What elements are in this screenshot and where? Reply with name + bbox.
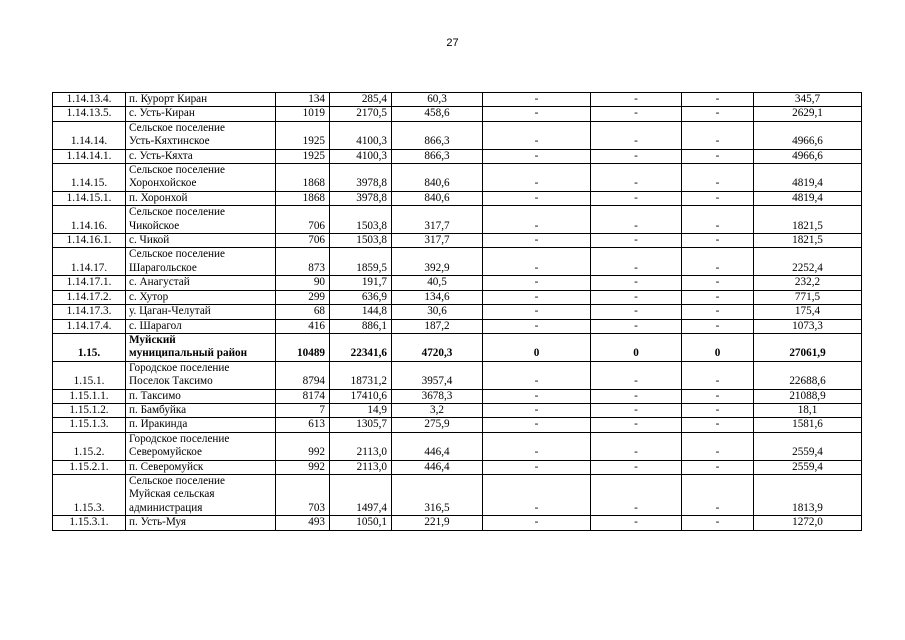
cell-row-name: Городское поселение Северомуйское (126, 432, 276, 460)
cell-value-e: - (682, 474, 754, 515)
cell-value-b: 866,3 (392, 121, 483, 149)
cell-row-code: 1.14.14.1. (53, 149, 126, 163)
table-row (53, 248, 862, 276)
cell-value-e: - (682, 107, 754, 121)
cell-row-name: с. Усть-Киран (126, 107, 276, 121)
cell-value-e: - (682, 319, 754, 333)
cell-value-c: - (483, 361, 591, 389)
cell-value-a: 3978,8 (330, 164, 392, 192)
cell-population: 613 (276, 418, 330, 432)
cell-row-total: 4819,4 (754, 164, 862, 192)
cell-value-b: 317,7 (392, 206, 483, 234)
cell-value-e: - (682, 191, 754, 205)
cell-value-b: 866,3 (392, 149, 483, 163)
cell-value-b: 134,6 (392, 290, 483, 304)
cell-row-code: 1.14.14. (53, 121, 126, 149)
cell-value-e: - (682, 389, 754, 403)
cell-value-c: - (483, 93, 591, 107)
cell-value-a: 17410,6 (330, 389, 392, 403)
cell-value-c: - (483, 403, 591, 417)
cell-row-name: с. Анагустай (126, 276, 276, 290)
cell-row-total: 232,2 (754, 276, 862, 290)
cell-row-name: с. Шарагол (126, 319, 276, 333)
cell-value-d: - (591, 149, 682, 163)
cell-value-b: 40,5 (392, 276, 483, 290)
cell-row-name: с. Чикой (126, 234, 276, 248)
cell-row-name: с. Хутор (126, 290, 276, 304)
cell-value-b: 316,5 (392, 474, 483, 515)
cell-population: 299 (276, 290, 330, 304)
cell-row-code: 1.14.13.5. (53, 107, 126, 121)
cell-value-d: - (591, 276, 682, 290)
table-row (53, 93, 862, 107)
cell-row-name: п. Усть-Муя (126, 516, 276, 530)
cell-row-code: 1.14.16. (53, 206, 126, 234)
table-row (53, 474, 862, 515)
table-row (53, 460, 862, 474)
cell-population: 1868 (276, 191, 330, 205)
cell-value-b: 3,2 (392, 403, 483, 417)
cell-value-e: - (682, 149, 754, 163)
cell-row-code: 1.15.3. (53, 474, 126, 515)
table-row (53, 432, 862, 460)
cell-value-e: - (682, 516, 754, 530)
cell-row-code: 1.14.16.1. (53, 234, 126, 248)
cell-value-d: - (591, 389, 682, 403)
cell-value-a: 285,4 (330, 93, 392, 107)
cell-value-e: - (682, 418, 754, 432)
cell-value-a: 1859,5 (330, 248, 392, 276)
table-row (53, 516, 862, 530)
cell-value-b: 30,6 (392, 305, 483, 319)
cell-value-b: 446,4 (392, 432, 483, 460)
cell-value-e: 0 (682, 333, 754, 361)
cell-population: 7 (276, 403, 330, 417)
cell-row-name: с. Усть-Кяхта (126, 149, 276, 163)
cell-value-e: - (682, 206, 754, 234)
cell-value-c: - (483, 305, 591, 319)
table-row (53, 319, 862, 333)
cell-row-total: 1272,0 (754, 516, 862, 530)
cell-value-e: - (682, 403, 754, 417)
cell-value-c: - (483, 164, 591, 192)
cell-row-code: 1.15.3.1. (53, 516, 126, 530)
cell-value-c: - (483, 418, 591, 432)
cell-value-b: 392,9 (392, 248, 483, 276)
cell-value-a: 1503,8 (330, 206, 392, 234)
cell-value-a: 2170,5 (330, 107, 392, 121)
cell-population: 68 (276, 305, 330, 319)
table-row (53, 389, 862, 403)
cell-value-d: - (591, 107, 682, 121)
cell-value-c: - (483, 319, 591, 333)
cell-value-a: 886,1 (330, 319, 392, 333)
cell-value-a: 1050,1 (330, 516, 392, 530)
data-table (52, 92, 862, 531)
cell-row-code: 1.14.15. (53, 164, 126, 192)
cell-value-a: 4100,3 (330, 149, 392, 163)
table-row (53, 361, 862, 389)
cell-row-code: 1.14.13.4. (53, 93, 126, 107)
cell-value-c: - (483, 121, 591, 149)
cell-value-c: - (483, 191, 591, 205)
cell-row-total: 2629,1 (754, 107, 862, 121)
cell-row-total: 1581,6 (754, 418, 862, 432)
cell-row-total: 4966,6 (754, 149, 862, 163)
table-row (53, 276, 862, 290)
cell-value-e: - (682, 460, 754, 474)
table-row (53, 305, 862, 319)
cell-value-c: - (483, 432, 591, 460)
cell-population: 416 (276, 319, 330, 333)
cell-value-d: - (591, 234, 682, 248)
cell-population: 493 (276, 516, 330, 530)
cell-population: 8174 (276, 389, 330, 403)
cell-row-name: п. Курорт Киран (126, 93, 276, 107)
cell-value-c: - (483, 460, 591, 474)
cell-value-e: - (682, 361, 754, 389)
cell-value-b: 221,9 (392, 516, 483, 530)
cell-value-e: - (682, 121, 754, 149)
table-row (53, 191, 862, 205)
cell-row-code: 1.15.1.2. (53, 403, 126, 417)
cell-value-e: - (682, 305, 754, 319)
cell-row-total: 2252,4 (754, 248, 862, 276)
cell-population: 134 (276, 93, 330, 107)
cell-row-name: п. Бамбуйка (126, 403, 276, 417)
cell-value-a: 144,8 (330, 305, 392, 319)
cell-value-d: - (591, 474, 682, 515)
cell-row-code: 1.15. (53, 333, 126, 361)
cell-value-b: 840,6 (392, 164, 483, 192)
cell-row-code: 1.14.17.2. (53, 290, 126, 304)
cell-value-d: - (591, 516, 682, 530)
cell-value-b: 3957,4 (392, 361, 483, 389)
cell-row-name: Муйский муниципальный район (126, 333, 276, 361)
cell-row-total: 1813,9 (754, 474, 862, 515)
cell-value-a: 3978,8 (330, 191, 392, 205)
cell-population: 1925 (276, 149, 330, 163)
table-row (53, 234, 862, 248)
cell-population: 90 (276, 276, 330, 290)
cell-value-d: - (591, 121, 682, 149)
cell-value-a: 22341,6 (330, 333, 392, 361)
cell-value-a: 2113,0 (330, 460, 392, 474)
cell-row-name: Городское поселение Поселок Таксимо (126, 361, 276, 389)
cell-value-a: 191,7 (330, 276, 392, 290)
cell-value-c: - (483, 248, 591, 276)
cell-row-code: 1.14.17. (53, 248, 126, 276)
cell-row-name: Сельское поселение Чикойское (126, 206, 276, 234)
cell-value-e: - (682, 276, 754, 290)
cell-population: 10489 (276, 333, 330, 361)
cell-population: 8794 (276, 361, 330, 389)
cell-row-total: 18,1 (754, 403, 862, 417)
table-row (53, 107, 862, 121)
cell-value-a: 2113,0 (330, 432, 392, 460)
cell-value-e: - (682, 234, 754, 248)
cell-value-d: - (591, 206, 682, 234)
cell-value-b: 4720,3 (392, 333, 483, 361)
cell-row-total: 771,5 (754, 290, 862, 304)
cell-value-c: - (483, 206, 591, 234)
cell-row-total: 2559,4 (754, 432, 862, 460)
cell-population: 1925 (276, 121, 330, 149)
cell-value-c: - (483, 149, 591, 163)
cell-value-b: 60,3 (392, 93, 483, 107)
cell-value-c: - (483, 234, 591, 248)
cell-row-total: 27061,9 (754, 333, 862, 361)
cell-row-code: 1.14.17.3. (53, 305, 126, 319)
cell-row-total: 1073,3 (754, 319, 862, 333)
table-row (53, 333, 862, 361)
cell-row-total: 1821,5 (754, 234, 862, 248)
table-row (53, 418, 862, 432)
cell-population: 706 (276, 234, 330, 248)
cell-population: 873 (276, 248, 330, 276)
cell-value-d: - (591, 191, 682, 205)
cell-row-code: 1.14.17.1. (53, 276, 126, 290)
cell-value-d: 0 (591, 333, 682, 361)
cell-row-total: 4819,4 (754, 191, 862, 205)
cell-value-c: 0 (483, 333, 591, 361)
cell-population: 1868 (276, 164, 330, 192)
cell-value-d: - (591, 164, 682, 192)
cell-value-a: 18731,2 (330, 361, 392, 389)
cell-value-a: 4100,3 (330, 121, 392, 149)
cell-row-total: 175,4 (754, 305, 862, 319)
cell-row-name: п. Хоронхой (126, 191, 276, 205)
cell-value-d: - (591, 93, 682, 107)
cell-value-d: - (591, 432, 682, 460)
cell-value-d: - (591, 460, 682, 474)
cell-population: 703 (276, 474, 330, 515)
cell-value-d: - (591, 418, 682, 432)
cell-value-e: - (682, 432, 754, 460)
cell-row-total: 1821,5 (754, 206, 862, 234)
cell-value-c: - (483, 276, 591, 290)
table-body (53, 93, 862, 531)
table-row (53, 403, 862, 417)
cell-row-total: 21088,9 (754, 389, 862, 403)
cell-value-c: - (483, 474, 591, 515)
cell-row-code: 1.15.1.1. (53, 389, 126, 403)
cell-value-d: - (591, 319, 682, 333)
cell-value-a: 1497,4 (330, 474, 392, 515)
cell-value-d: - (591, 361, 682, 389)
cell-value-d: - (591, 290, 682, 304)
table-row (53, 206, 862, 234)
cell-row-code: 1.15.1.3. (53, 418, 126, 432)
cell-row-total: 4966,6 (754, 121, 862, 149)
cell-value-c: - (483, 389, 591, 403)
cell-value-e: - (682, 290, 754, 304)
cell-value-b: 187,2 (392, 319, 483, 333)
cell-row-code: 1.15.1. (53, 361, 126, 389)
cell-value-a: 636,9 (330, 290, 392, 304)
cell-row-code: 1.14.17.4. (53, 319, 126, 333)
cell-row-name: Сельское поселение Шарагольское (126, 248, 276, 276)
cell-value-d: - (591, 305, 682, 319)
cell-value-d: - (591, 248, 682, 276)
cell-row-name: у. Цаган-Челутай (126, 305, 276, 319)
cell-value-c: - (483, 107, 591, 121)
cell-row-name: Сельское поселение Хоронхойское (126, 164, 276, 192)
cell-row-name: п. Иракинда (126, 418, 276, 432)
cell-value-b: 275,9 (392, 418, 483, 432)
cell-value-e: - (682, 164, 754, 192)
table-row (53, 290, 862, 304)
cell-value-a: 1305,7 (330, 418, 392, 432)
cell-row-name: п. Таксимо (126, 389, 276, 403)
cell-value-a: 14,9 (330, 403, 392, 417)
table-row (53, 121, 862, 149)
cell-row-total: 2559,4 (754, 460, 862, 474)
cell-value-c: - (483, 290, 591, 304)
cell-population: 706 (276, 206, 330, 234)
cell-value-b: 446,4 (392, 460, 483, 474)
cell-population: 992 (276, 460, 330, 474)
cell-value-c: - (483, 516, 591, 530)
cell-row-code: 1.14.15.1. (53, 191, 126, 205)
cell-value-b: 3678,3 (392, 389, 483, 403)
cell-row-name: Сельское поселение Усть-Кяхтинское (126, 121, 276, 149)
cell-row-name: Сельское поселение Муйская сельская администрация (126, 474, 276, 515)
cell-value-d: - (591, 403, 682, 417)
cell-row-name: п. Северомуйск (126, 460, 276, 474)
cell-row-total: 22688,6 (754, 361, 862, 389)
cell-row-code: 1.15.2.1. (53, 460, 126, 474)
table-row (53, 164, 862, 192)
cell-value-e: - (682, 248, 754, 276)
page-number: 27 (446, 37, 459, 49)
cell-value-b: 317,7 (392, 234, 483, 248)
cell-row-total: 345,7 (754, 93, 862, 107)
cell-value-b: 840,6 (392, 191, 483, 205)
cell-row-code: 1.15.2. (53, 432, 126, 460)
cell-population: 992 (276, 432, 330, 460)
cell-value-e: - (682, 93, 754, 107)
table-row (53, 149, 862, 163)
cell-value-a: 1503,8 (330, 234, 392, 248)
cell-value-b: 458,6 (392, 107, 483, 121)
cell-population: 1019 (276, 107, 330, 121)
